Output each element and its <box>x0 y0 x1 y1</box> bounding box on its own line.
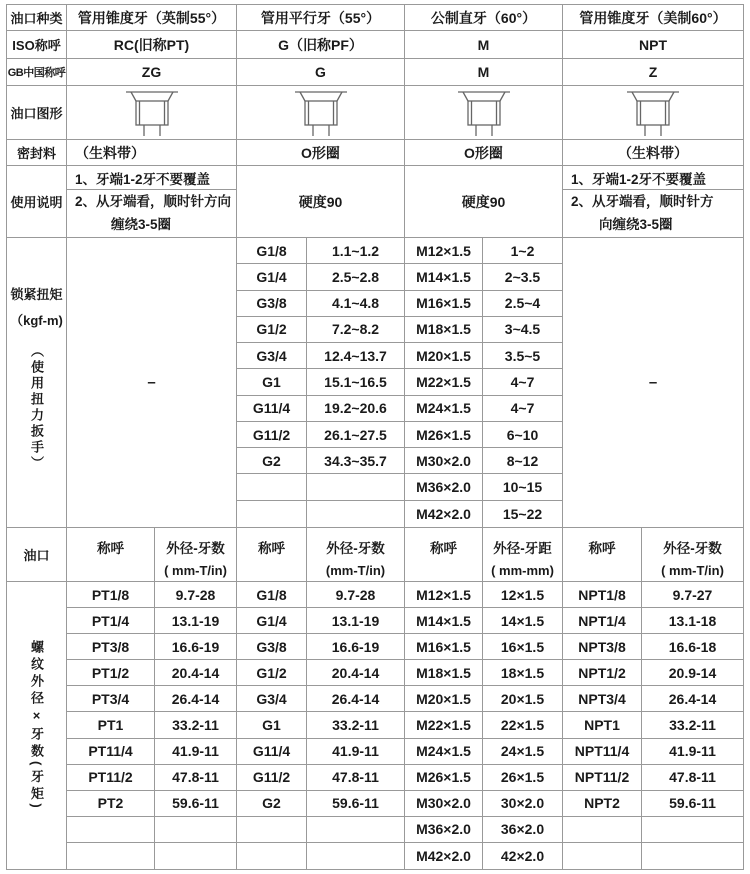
torque-label-line1: 锁紧扭矩 <box>10 287 63 302</box>
thread-size: M24×1.5 <box>405 739 483 765</box>
section-thread-od <box>7 582 743 869</box>
row-label-usage: 使用说明 <box>7 166 67 237</box>
row-label-gb: GB中国称呼 <box>7 59 67 85</box>
thread-size: M36×2.0 <box>405 817 483 843</box>
row-gb-name <box>7 59 743 86</box>
usage-note-line: 向缠绕3-5圈 <box>599 217 673 232</box>
thread-size: G1/8 <box>237 582 307 608</box>
port-diagram-icon <box>624 89 682 137</box>
torque-range: 2~3.5 <box>483 264 562 290</box>
usage-note-oring: 硬度90 <box>237 166 405 237</box>
torque-label <box>7 238 67 527</box>
usage-note-line: 缠绕3-5圈 <box>111 217 172 232</box>
torque-range: 6~10 <box>483 422 562 448</box>
usage-note-rc <box>67 166 237 237</box>
npt-table-cell <box>563 582 743 869</box>
thread-od-label <box>7 582 67 869</box>
seal-material: （生料带） <box>618 144 688 161</box>
thread-size: G1/2 <box>237 660 307 686</box>
thread-size: M36×2.0 <box>405 474 483 500</box>
od-teeth: 13.1-19 <box>307 608 404 634</box>
od-teeth: 26.4-14 <box>307 686 404 712</box>
thread-size: G3/8 <box>237 634 307 660</box>
thread-size: M30×2.0 <box>405 791 483 817</box>
torque-label-vertical: （使用扭力扳手） <box>29 344 44 472</box>
usage-note-line: 2、从牙端看，顺时针方 <box>571 194 714 209</box>
thread-size: M42×2.0 <box>405 843 483 869</box>
thread-size: M18×1.5 <box>405 660 483 686</box>
od-teeth <box>307 817 404 843</box>
thread-size: G11/4 <box>237 739 307 765</box>
od-teeth: 9.7-28 <box>307 582 404 608</box>
thread-size <box>67 817 155 843</box>
od-teeth: 47.8-11 <box>155 765 236 791</box>
thread-spec-table <box>6 4 744 870</box>
thread-size: PT1 <box>67 712 155 738</box>
iso-name: G（旧称PF） <box>237 31 405 58</box>
od-teeth <box>642 843 743 869</box>
torque-range: 34.3~35.7 <box>307 448 404 474</box>
thread-size: M18×1.5 <box>405 317 483 343</box>
thread-size: G11/2 <box>237 765 307 791</box>
thread-size: M42×2.0 <box>405 501 483 527</box>
thread-size: M30×2.0 <box>405 448 483 474</box>
od-teeth: 20.4-14 <box>307 660 404 686</box>
g-table-cell <box>237 582 405 869</box>
od-teeth: 33.2-11 <box>155 712 236 738</box>
od-teeth: 16.6-18 <box>642 634 743 660</box>
m-table <box>405 582 562 869</box>
torque-range: 2.5~4 <box>483 291 562 317</box>
thread-size: PT3/8 <box>67 634 155 660</box>
od-teeth: 9.7-27 <box>642 582 743 608</box>
thread-size: PT1/8 <box>67 582 155 608</box>
thread-size: NPT3/4 <box>563 686 642 712</box>
thread-size: PT1/2 <box>67 660 155 686</box>
thread-size: M22×1.5 <box>405 369 483 395</box>
torque-range: 2.5~2.8 <box>307 264 404 290</box>
port-diagram-icon <box>455 89 513 137</box>
port-diagram-icon <box>292 89 350 137</box>
od-teeth: 13.1-19 <box>155 608 236 634</box>
thread-size: NPT1/8 <box>563 582 642 608</box>
od-teeth <box>155 817 236 843</box>
thread-size <box>563 843 642 869</box>
spec-unit: (mm-T/in) <box>325 563 386 578</box>
od-pitch: 24×1.5 <box>483 739 562 765</box>
thread-size: M22×1.5 <box>405 712 483 738</box>
torque-m-table-cell <box>405 238 563 527</box>
thread-size: G3/4 <box>237 343 307 369</box>
thread-size: G1/2 <box>237 317 307 343</box>
row-label-iso: ISO称呼 <box>7 31 67 58</box>
od-pitch: 16×1.5 <box>483 634 562 660</box>
od-teeth: 59.6-11 <box>155 791 236 817</box>
od-teeth: 33.2-11 <box>642 712 743 738</box>
thread-size: NPT11/2 <box>563 765 642 791</box>
row-iso-name <box>7 31 743 59</box>
seal-material: （生料带） <box>67 140 237 165</box>
thread-size: M24×1.5 <box>405 396 483 422</box>
od-teeth <box>307 843 404 869</box>
od-teeth <box>155 843 236 869</box>
thread-size <box>237 474 307 500</box>
spec-title: 外径-牙数 <box>166 541 225 556</box>
torque-g-table-cell <box>237 238 405 527</box>
od-teeth: 47.8-11 <box>307 765 404 791</box>
section-locking-torque <box>7 238 743 528</box>
torque-m-table <box>405 238 562 527</box>
od-pitch: 14×1.5 <box>483 608 562 634</box>
od-teeth <box>642 817 743 843</box>
thread-size: G2 <box>237 791 307 817</box>
port-diagram-cell <box>405 86 563 139</box>
od-pitch: 36×2.0 <box>483 817 562 843</box>
torque-range <box>307 474 404 500</box>
col-header-name: 称呼 <box>563 528 642 581</box>
g-table <box>237 582 404 869</box>
port-diagram-icon <box>123 89 181 137</box>
gb-name: ZG <box>67 59 237 85</box>
od-teeth: 59.6-11 <box>642 791 743 817</box>
usage-note-block <box>67 190 236 237</box>
thread-type-header: 公制直牙（60°） <box>405 5 563 30</box>
usage-note-oring: 硬度90 <box>405 166 563 237</box>
thread-size: M26×1.5 <box>405 765 483 791</box>
od-pitch: 30×2.0 <box>483 791 562 817</box>
col-header-spec <box>483 528 563 581</box>
torque-range: 4~7 <box>483 396 562 422</box>
od-teeth: 20.9-14 <box>642 660 743 686</box>
torque-range: 3.5~5 <box>483 343 562 369</box>
row-label-port: 油口 <box>7 528 67 581</box>
od-pitch: 22×1.5 <box>483 712 562 738</box>
col-header-name: 称呼 <box>67 528 155 581</box>
usage-note-block <box>563 190 743 237</box>
thread-size: G11/4 <box>237 396 307 422</box>
spec-title: 外径-牙距 <box>493 541 552 556</box>
usage-note-line: 1、牙端1-2牙不要覆盖 <box>563 166 743 190</box>
od-teeth: 20.4-14 <box>155 660 236 686</box>
spec-title: 外径-牙数 <box>326 541 385 556</box>
od-teeth: 47.8-11 <box>642 765 743 791</box>
col-header-spec <box>307 528 405 581</box>
torque-na-npt: – <box>648 374 658 391</box>
thread-size: G1/4 <box>237 264 307 290</box>
row-label-port-type: 油口种类 <box>7 5 67 30</box>
iso-name: NPT <box>639 36 667 53</box>
gb-name: M <box>405 59 563 85</box>
usage-note-line: 2、从牙端看，顺时针方向 <box>75 194 232 209</box>
torque-range: 15~22 <box>502 505 543 522</box>
row-seal-material <box>7 140 743 166</box>
thread-size: M12×1.5 <box>405 238 483 264</box>
od-teeth: 9.7-28 <box>155 582 236 608</box>
od-teeth: 59.6-11 <box>307 791 404 817</box>
gb-name: G <box>237 59 405 85</box>
row-usage-notes <box>7 166 743 238</box>
row-port-figure <box>7 86 743 140</box>
pt-table <box>67 582 236 869</box>
thread-size: PT3/4 <box>67 686 155 712</box>
thread-size: NPT3/8 <box>563 634 642 660</box>
thread-size: G1 <box>237 712 307 738</box>
row-port-subheader <box>7 528 743 582</box>
thread-size: G1/8 <box>237 238 307 264</box>
thread-size: G11/2 <box>237 422 307 448</box>
port-diagram-cell <box>563 86 743 139</box>
thread-size: PT11/2 <box>67 765 155 791</box>
od-pitch: 42×2.0 <box>500 847 545 864</box>
spec-unit: ( mm-T/in) <box>164 563 227 578</box>
usage-note-npt <box>563 166 743 237</box>
thread-size: PT1/4 <box>67 608 155 634</box>
torque-label-unit: （kgf-m) <box>10 313 63 328</box>
row-port-type <box>7 5 743 31</box>
thread-size: M20×1.5 <box>405 343 483 369</box>
thread-size: M14×1.5 <box>405 264 483 290</box>
od-teeth: 26.4-14 <box>155 686 236 712</box>
spec-unit: ( mm-mm) <box>491 563 554 578</box>
od-teeth: 41.9-11 <box>642 739 743 765</box>
thread-size: G2 <box>237 448 307 474</box>
thread-size: PT2 <box>67 791 155 817</box>
thread-size <box>563 817 642 843</box>
thread-size: M16×1.5 <box>405 291 483 317</box>
gb-name: Z <box>648 64 658 80</box>
thread-size: NPT1/4 <box>563 608 642 634</box>
spec-unit: ( mm-T/in) <box>661 563 724 578</box>
torque-range: 4.1~4.8 <box>307 291 404 317</box>
col-header-name: 称呼 <box>237 528 307 581</box>
port-diagram-cell <box>237 86 405 139</box>
thread-size <box>237 843 307 869</box>
m-table-cell <box>405 582 563 869</box>
port-diagram-cell <box>67 86 237 139</box>
seal-material: O形圈 <box>237 140 405 165</box>
torque-g-table <box>237 238 404 527</box>
col-header-name: 称呼 <box>405 528 483 581</box>
iso-name: RC(旧称PT) <box>67 31 237 58</box>
od-pitch: 20×1.5 <box>483 686 562 712</box>
od-pitch: 26×1.5 <box>483 765 562 791</box>
thread-size: NPT2 <box>563 791 642 817</box>
od-teeth: 26.4-14 <box>642 686 743 712</box>
thread-size: M26×1.5 <box>405 422 483 448</box>
torque-range: 1.1~1.2 <box>307 238 404 264</box>
thread-size: NPT1 <box>563 712 642 738</box>
torque-range: 10~15 <box>483 474 562 500</box>
thread-type-header: 管用锥度牙（美制60°） <box>579 9 727 26</box>
thread-size: G3/4 <box>237 686 307 712</box>
thread-size: M14×1.5 <box>405 608 483 634</box>
thread-size: M16×1.5 <box>405 634 483 660</box>
thread-size: M20×1.5 <box>405 686 483 712</box>
thread-size: G1/4 <box>237 608 307 634</box>
col-header-spec <box>155 528 237 581</box>
torque-range: 8~12 <box>483 448 562 474</box>
torque-range: 1~2 <box>483 238 562 264</box>
od-teeth: 16.6-19 <box>155 634 236 660</box>
col-header-spec <box>642 528 743 581</box>
iso-name: M <box>405 31 563 58</box>
od-teeth: 33.2-11 <box>307 712 404 738</box>
thread-size: NPT1/2 <box>563 660 642 686</box>
torque-range: 15.1~16.5 <box>307 369 404 395</box>
torque-range: 3~4.5 <box>483 317 562 343</box>
torque-range: 26.1~27.5 <box>307 422 404 448</box>
thread-size <box>237 817 307 843</box>
od-teeth: 41.9-11 <box>155 739 236 765</box>
thread-size: G1 <box>237 369 307 395</box>
torque-range: 12.4~13.7 <box>307 343 404 369</box>
thread-size: NPT11/4 <box>563 739 642 765</box>
usage-note-line: 1、牙端1-2牙不要覆盖 <box>67 166 236 190</box>
od-teeth: 13.1-18 <box>642 608 743 634</box>
seal-material: O形圈 <box>405 140 563 165</box>
torque-range: 7.2~8.2 <box>307 317 404 343</box>
row-label-seal: 密封料 <box>7 140 67 165</box>
od-teeth: 41.9-11 <box>307 739 404 765</box>
torque-na-rc: – <box>67 238 237 527</box>
od-teeth: 16.6-19 <box>307 634 404 660</box>
thread-size <box>237 501 307 527</box>
row-label-figure: 油口图形 <box>7 86 67 139</box>
thread-size: M12×1.5 <box>405 582 483 608</box>
thread-type-header: 管用锥度牙（英制55°） <box>67 5 237 30</box>
thread-size: PT11/4 <box>67 739 155 765</box>
od-pitch: 12×1.5 <box>483 582 562 608</box>
thread-type-header: 管用平行牙（55°） <box>237 5 405 30</box>
torque-range <box>307 501 404 527</box>
thread-size: G3/8 <box>237 291 307 317</box>
torque-range: 4~7 <box>483 369 562 395</box>
thread-od-label-vertical: 螺纹外径×牙数(牙矩) <box>29 639 44 812</box>
npt-table <box>563 582 743 869</box>
spec-title: 外径-牙数 <box>663 541 722 556</box>
torque-range: 19.2~20.6 <box>307 396 404 422</box>
od-pitch: 18×1.5 <box>483 660 562 686</box>
thread-size <box>67 843 155 869</box>
pt-table-cell <box>67 582 237 869</box>
